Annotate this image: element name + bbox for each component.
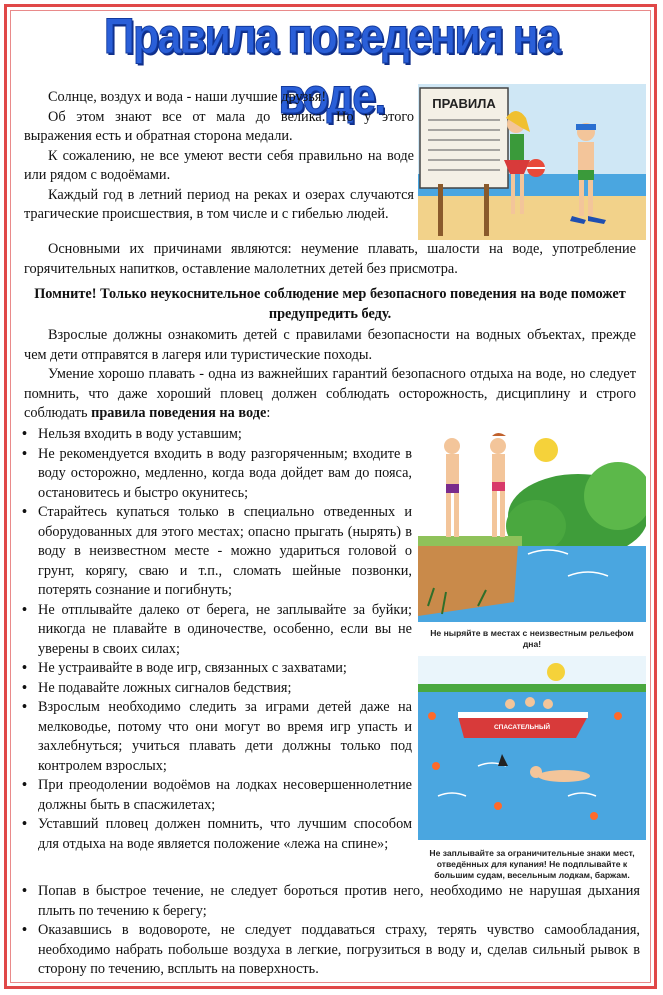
boat-label: СПАСАТЕЛЬНЫЙ bbox=[493, 724, 551, 731]
rule-item: • При преодолении водоёмов на лодках несовершеннолетние должны быть в спасжилетах; bbox=[22, 776, 412, 815]
main-text-block bbox=[24, 240, 636, 424]
intro-line: К сожалению, не все умеют вести себя правильно на воде или рядом с водоёмами. bbox=[24, 147, 414, 183]
intro-block bbox=[24, 88, 414, 225]
rules-list-wide bbox=[22, 882, 640, 980]
adults-paragraph: Взрослые должны ознакомить детей с правилами безопасности на водных объектах, прежде чем дети отправятся в лагеря или туристические походы. bbox=[24, 327, 636, 363]
rule-item: • Взрослым необходимо следить за играми детей даже на мелководье, потому что они могут во время игр упасть и захлебнуться; учиться плавать дети должны только под контролем взрослых; bbox=[22, 698, 412, 776]
rules-sign-illustration bbox=[418, 84, 646, 240]
swim-bold-text: правила поведения на воде bbox=[91, 405, 267, 421]
rules-list bbox=[22, 425, 412, 854]
sign-title: ПРАВИЛА bbox=[432, 96, 496, 111]
intro-line: Каждый год в летний период на реках и озерах случаются трагические происшествия, в том числе и с гибелью людей. bbox=[24, 186, 414, 222]
causes-paragraph: Основными их причинами являются: неумение плавать, шалости на воде, употребление горячительных напитков, оставление малолетних детей без присмотра. bbox=[24, 241, 636, 277]
rule-item: • Нельзя входить в воду уставшим; bbox=[22, 425, 412, 445]
rule-item: • Не устраивайте в воде игр, связанных с захватами; bbox=[22, 659, 412, 679]
rule-item: • Не подавайте ложных сигналов бедствия; bbox=[22, 679, 412, 699]
intro-line: Солнце, воздух и вода - наши лучшие друзья! bbox=[48, 89, 327, 105]
page-title: Правила поведения на воде. bbox=[103, 8, 560, 124]
rule-item: • Не отплывайте далеко от берега, не заплывайте за буйки; никогда не плавайте в одиночестве, особенно, если вы не уверены в своих силах; bbox=[22, 601, 412, 660]
dive-caption: Не ныряйте в местах с неизвестным рельефом дна! bbox=[430, 628, 634, 649]
swim-caption: Не заплывайте за ограничительные знаки мест, отведённых для купания! Не подплывайте к большим судам, весельным лодкам, баржам. bbox=[429, 848, 635, 880]
swim-suffix: : bbox=[266, 405, 271, 421]
swim-paragraph bbox=[24, 365, 636, 424]
swim-text: Умение хорошо плавать - одна из важнейших гарантий безопасного отдыха на воде, но следует помнить, что даже хороший пловец должен соблюдать осторожность, дисциплину и строго соблюдать bbox=[24, 366, 636, 421]
rule-item: • Не рекомендуется входить в воду разгоряченным; входите в воду осторожно, медленно, когда вода дойдет вам до пояса, остановитесь и быстро окунитесь; bbox=[22, 445, 412, 504]
diving-illustration bbox=[418, 426, 646, 622]
rule-item: • Попав в быстрое течение, не следует бороться против него, необходимо не нарушая дыхания плыть по течению к берегу; bbox=[22, 882, 640, 921]
boat-illustration bbox=[418, 656, 646, 840]
rule-item: • Оказавшись в водовороте, не следует поддаваться страху, терять чувство самообладания, необходимо набрать побольше воздуха в легкие, погрузиться в воду и, сделав сильный рывок в сторону по течению, всплыть на поверхность. bbox=[22, 921, 640, 980]
rule-item: • Старайтесь купаться только в специально отведенных и оборудованных для этого местах; опасно прыгать (нырять) в воду в неизвестном месте - можно удариться головой о грунт, корягу, сваю и т.п., сломать шейные позвонки, потерять сознание и погибнуть; bbox=[22, 503, 412, 601]
intro-line: Об этом знают все от мала до велика. Но у этого выражения есть и обратная сторона медали. bbox=[24, 108, 414, 144]
rule-item: • Уставший пловец должен помнить, что лучшим способом для отдыха на воде является положение «лежа на спине»; bbox=[22, 815, 412, 854]
remember-paragraph: Помните! Только неукоснительное соблюдение мер безопасного поведения на воде поможет предупредить беду. bbox=[34, 286, 626, 322]
